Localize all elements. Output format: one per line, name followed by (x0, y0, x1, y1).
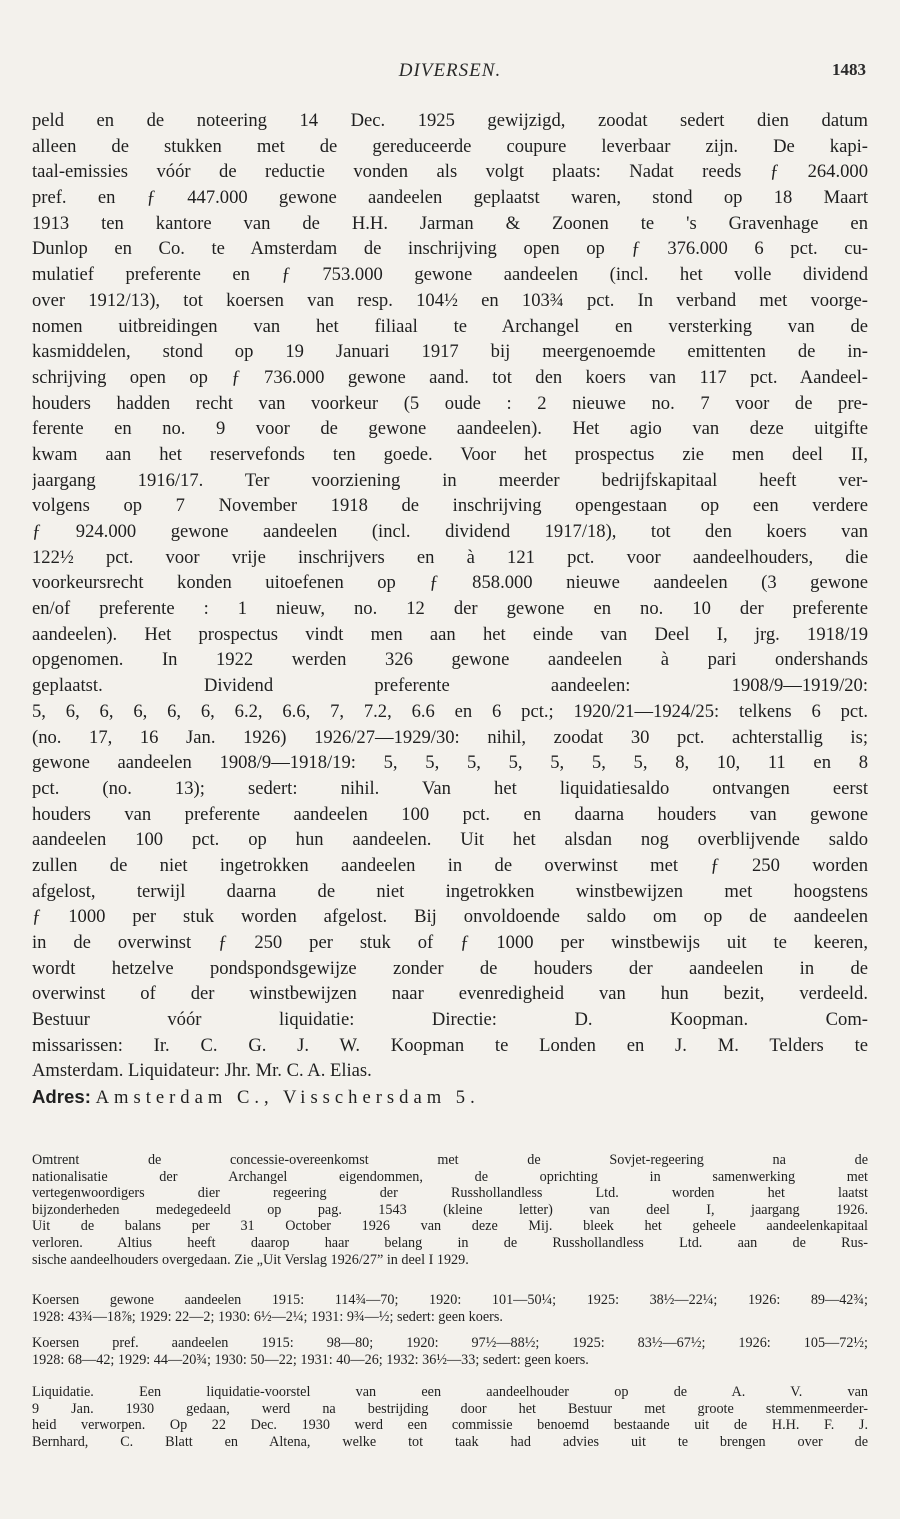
text-line: 5, 6, 6, 6, 6, 6, 6.2, 6.6, 7, 7.2, 6.6 en 6 pct.; 1920/21—1924/25: telkens 6 pct. (32, 700, 868, 722)
note-line: Omtrent de concessie-overeenkomst met de Sovjet-regeering na de (32, 1152, 868, 1168)
text-line: volgens op 7 November 1918 de inschrijving opengestaan op een verdere (32, 495, 868, 517)
page-header (32, 60, 868, 86)
text-line: Amsterdam. Liquidateur: Jhr. Mr. C. A. Elias. (32, 1060, 372, 1082)
text-line: pct. (no. 13); sedert: nihil. Van het liquidatiesaldo ontvangen eerst (32, 777, 868, 799)
note-liquidatie (32, 1384, 868, 1450)
note-line: 9 Jan. 1930 gedaan, werd na bestrijding door het Bestuur met groote stemmenmeerder- (32, 1400, 868, 1417)
note-line: Koersen pref. aandeelen 1915: 98—80; 1920: 97½—88½; 1925: 83½—67½; 1926: 105—72½; (32, 1335, 868, 1351)
note-line: heid verworpen. Op 22 Dec. 1930 werd een commissie benoemd bestaande uit de H.H. F. J. (32, 1417, 868, 1434)
running-title: DIVERSEN. (398, 60, 502, 81)
text-line: jaargang 1916/17. Ter voorziening in meerder bedrijfskapitaal heeft ver- (32, 469, 868, 491)
text-line: ferente en no. 9 voor de gewone aandeelen). Het agio van deze uitgifte (32, 418, 868, 440)
text-line: (no. 17, 16 Jan. 1926) 1926/27—1929/30: nihil, zoodat 30 pct. achterstallig is; (32, 726, 868, 748)
text-line: mulatief preferente en ƒ 753.000 gewone aandeelen (incl. het volle dividend (32, 264, 868, 286)
address-label: Adres: (32, 1086, 91, 1108)
text-line: houders van preferente aandeelen 100 pct. en daarna houders van gewone (32, 803, 868, 825)
note-line: vertegenwoordigers dier regeering der Russhollandless Ltd. worden het laatst (32, 1185, 868, 1202)
page-number: 1483 (832, 60, 866, 79)
address-line (32, 1084, 868, 1110)
note-line: Uit de balans per 31 October 1926 van deze Mij. bleek het geheele aandeelenkapitaal (32, 1218, 868, 1235)
text-line: pref. en ƒ 447.000 gewone aandeelen geplaatst waren, stond op 18 Maart (32, 187, 868, 209)
note-line: sische aandeelhouders overgedaan. Zie „Uit Verslag 1926/27” in deel I 1929. (32, 1251, 469, 1268)
address-value: Amsterdam C., Visschersdam 5. (95, 1087, 480, 1109)
note-line: bijzonderheden medegedeeld op pag. 1543 (kleine letter) van deel I, jaargang 1926. (32, 1201, 868, 1218)
note-line: Bernhard, C. Blatt en Altena, welke tot taak had advies uit te brengen over de (32, 1433, 868, 1450)
note-koersen-pref (32, 1335, 868, 1368)
text-line: afgelost, terwijl daarna de niet ingetrokken winstbewijzen met hoogstens (32, 880, 868, 902)
text-line: voorkeursrecht konden uitoefenen op ƒ 858.000 nieuwe aandeelen (3 gewone (32, 572, 868, 594)
text-line: Bestuur vóór liquidatie: Directie: D. Koopman. Com- (32, 1009, 868, 1031)
text-line: aandeelen 100 pct. op hun aandeelen. Uit het alsdan nog overblijvende saldo (32, 829, 868, 851)
note-line: nationalisatie der Archangel eigendommen, de oprichting in samenwerking met (32, 1168, 868, 1185)
main-text (32, 108, 868, 1110)
note-line: Liquidatie. Een liquidatie-voorstel van een aandeelhouder op de A. V. van (32, 1384, 868, 1400)
text-line: ƒ 924.000 gewone aandeelen (incl. dividend 1917/18), tot den koers van (32, 521, 868, 542)
text-line: 1913 ten kantore van de H.H. Jarman & Zoonen te 's Gravenhage en (32, 212, 868, 234)
text-line: opgenomen. In 1922 werden 326 gewone aandeelen à pari ondershands (32, 649, 868, 671)
text-line: geplaatst. Dividend preferente aandeelen: 1908/9—1919/20: (32, 675, 868, 697)
text-line: wordt hetzelve pondspondsgewijze zonder de houders der aandeelen in de (32, 957, 868, 979)
note-concessie (32, 1152, 868, 1268)
text-line: Dunlop en Co. te Amsterdam de inschrijving open op ƒ 376.000 6 pct. cu- (32, 238, 868, 260)
text-line: overwinst of der winstbewijzen naar evenredigheid van hun bezit, verdeeld. (32, 983, 868, 1005)
text-line: gewone aandeelen 1908/9—1918/19: 5, 5, 5, 5, 5, 5, 5, 8, 10, 11 en 8 (32, 752, 868, 774)
text-line: peld en de noteering 14 Dec. 1925 gewijzigd, zoodat sedert dien datum (32, 110, 868, 131)
text-line: schrijving open op ƒ 736.000 gewone aand. tot den koers van 117 pct. Aandeel- (32, 366, 868, 388)
text-line: houders hadden recht van voorkeur (5 oude : 2 nieuwe no. 7 voor de pre- (32, 392, 868, 414)
text-line: kwam aan het reservefonds ten goede. Voor het prospectus zie men deel II, (32, 443, 868, 465)
note-koersen-gewone (32, 1292, 868, 1325)
text-line: kasmiddelen, stond op 19 Januari 1917 bij meergenoemde emittenten de in- (32, 341, 868, 363)
note-line: 1928: 43¾—18⅞; 1929: 22—2; 1930: 6½—2¼; 1931: 9¾—½; sedert: geen koers. (32, 1308, 503, 1325)
text-line: taal-emissies vóór de reductie vonden als volgt plaats: Nadat reeds ƒ 264.000 (32, 161, 868, 183)
text-line: over 1912/13), tot koersen van resp. 104½ en 103¾ pct. In verband met voorge- (32, 289, 868, 311)
text-line: zullen de niet ingetrokken aandeelen in de overwinst met ƒ 250 worden (32, 854, 868, 876)
text-line: aandeelen). Het prospectus vindt men aan het einde van Deel I, jrg. 1918/19 (32, 623, 868, 645)
text-line: alleen de stukken met de gereduceerde coupure leverbaar zijn. De kapi- (32, 135, 868, 157)
text-line: missarissen: Ir. C. G. J. W. Koopman te Londen en J. M. Telders te (32, 1034, 868, 1056)
text-line: 122½ pct. voor vrije inschrijvers en à 121 pct. voor aandeelhouders, die (32, 546, 868, 568)
text-line: in de overwinst ƒ 250 per stuk of ƒ 1000 per winstbewijs uit te keeren, (32, 932, 868, 953)
text-line: nomen uitbreidingen van het filiaal te Archangel en versterking van de (32, 315, 868, 337)
note-line: Koersen gewone aandeelen 1915: 114¾—70; 1920: 101—50¼; 1925: 38½—22¼; 1926: 89—42¾; (32, 1292, 868, 1308)
note-line: verloren. Altius heeft daarop haar belang in de Russhollandless Ltd. aan de Rus- (32, 1234, 868, 1251)
text-line: ƒ 1000 per stuk worden afgelost. Bij onvoldoende saldo om op de aandeelen (32, 906, 868, 928)
text-line: en/of preferente : 1 nieuw, no. 12 der gewone en no. 10 der preferente (32, 598, 868, 620)
note-line: 1928: 68—42; 1929: 44—20¾; 1930: 50—22; 1931: 40—26; 1932: 36½—33; sedert: geen koers. (32, 1351, 589, 1368)
